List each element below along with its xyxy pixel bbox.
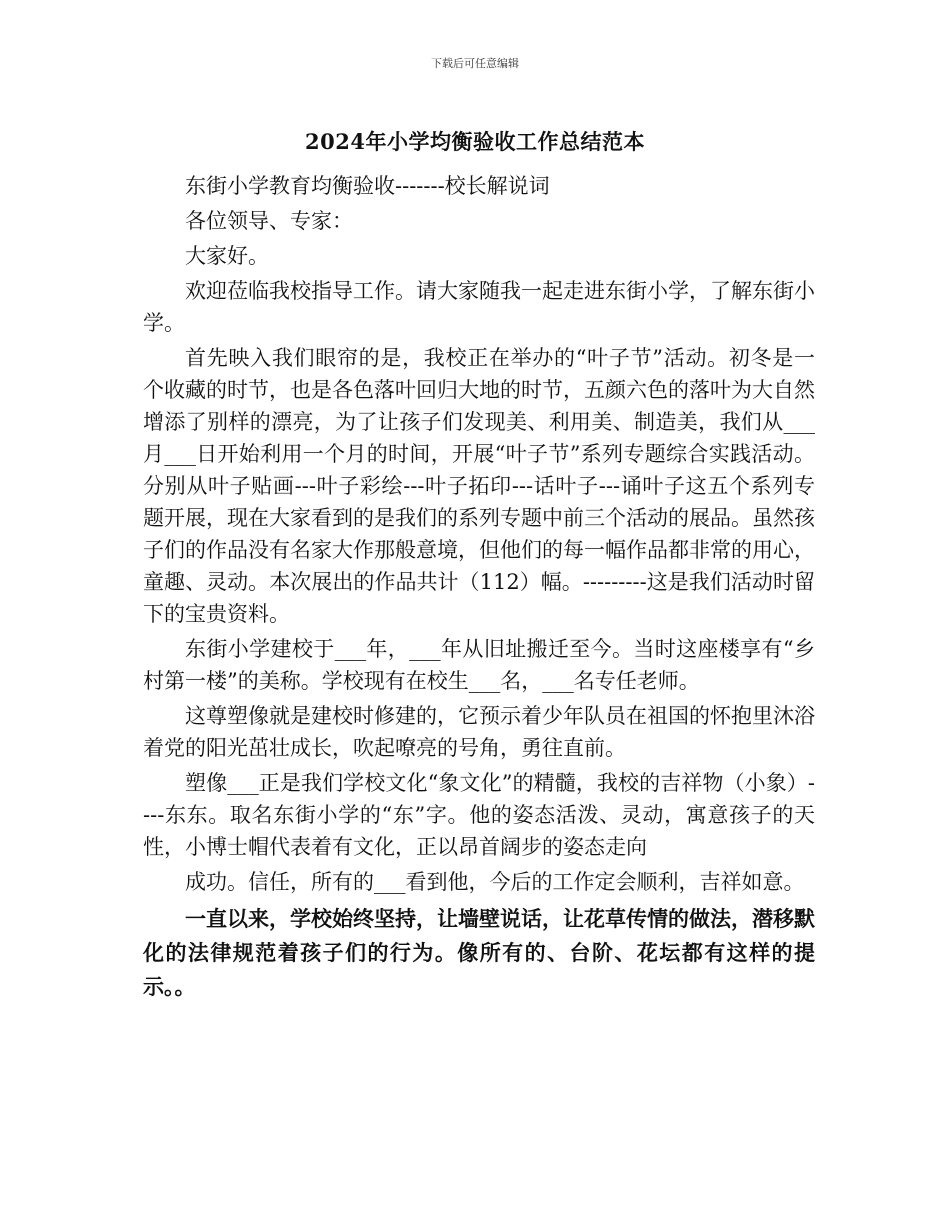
paragraph-leaf-festival: 首先映入我们眼帘的是，我校正在举办的“叶子节”活动。初冬是一个收藏的时节，也是各色落叶回归大地的时节，五颜六色的落叶为大自然增添了别样的漂亮，为了让孩子们发现美、利用美、制造美，我们从___月___日开始利用一个月的时间，开展“叶子节”系列专题综合实践活动。分别从叶子贴画---叶子彩绘---叶子拓印---话叶子---诵叶子这五个系列专题开展，现在大家看到的是我们的系列专题中前三个活动的展品。虽然孩子们的作品没有名家大作那般意境，但他们的每一幅作品都非常的用心，童趣、灵动。本次展出的作品共计（112）幅。---------这是我们活动时留下的宝贵资料。: [143, 346, 815, 626]
salutation: 各位领导、专家：: [185, 209, 353, 233]
paragraph-school-history: 东街小学建校于___年，___年从旧址搬迁至今。当时这座楼享有“乡村第一楼”的美称。学校现有在校生___名，___名专任老师。: [143, 637, 815, 693]
document-body: [143, 170, 815, 1007]
document-title: 2024年小学均衡验收工作总结范本: [305, 129, 645, 154]
paragraph-success: 成功。信任，所有的___看到他，今后的工作定会顺利，吉祥如意。: [185, 870, 805, 894]
greeting: 大家好。: [185, 244, 269, 268]
speech-heading: 东街小学教育均衡验收-------校长解说词: [185, 174, 550, 198]
paragraph-bold-summary: 一直以来，学校始终坚持，让墙壁说话，让花草传情的做法，潜移默化的法律规范着孩子们的行为。像所有的、台阶、花坛都有这样的提示。。: [143, 906, 815, 999]
header-note: 下载后可任意编辑: [431, 57, 519, 70]
paragraph-welcome: 欢迎莅临我校指导工作。请大家随我一起走进东街小学，了解东街小学。: [143, 279, 815, 335]
paragraph-mascot: 塑像___正是我们学校文化“象文化”的精髓，我校的吉祥物（小象）----东东。取名东街小学的“东”字。他的姿态活泼、灵动，寓意孩子的天性，小博士帽代表着有文化，正以昂首阔步的姿态走向: [143, 771, 815, 859]
paragraph-statue: 这尊塑像就是建校时修建的，它预示着少年队员在祖国的怀抱里沐浴着党的阳光茁壮成长，吹起嘹亮的号角，勇往直前。: [143, 704, 815, 760]
